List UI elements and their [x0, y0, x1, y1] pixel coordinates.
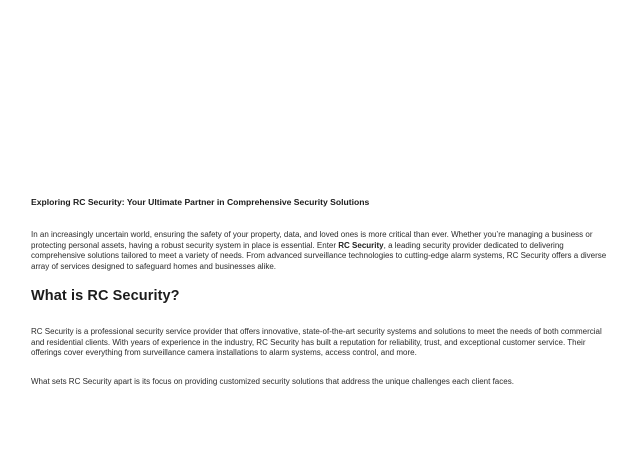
paragraph-about: RC Security is a professional security service provider that offers innovative, state-of-the-art security systems and solutions to meet the needs of both commercial and residential clients. With years of experience in the industry, RC Security has built a reputation for reliability, trust, and exceptional customer service. Their offerings cover everything from surveillance camera installations to alarm systems, access control, and more. — [31, 326, 602, 358]
paragraph-intro-text-before: In an increasingly uncertain world, ensuring the safety of your property, data, and loved ones is more critical than ever. Whether you’re managing a business or protecting personal assets, having a robust security system in place is essential. Enter — [31, 230, 593, 250]
paragraph-differentiator: What sets RC Security apart is its focus on providing customized security solutions that address the unique challenges each client faces. — [31, 376, 514, 386]
paragraph-intro-text-after: , a leading security provider dedicated to delivering comprehensive solutions tailored to meet a variety of needs. From advanced surveillance technologies to cutting-edge alarm systems, RC Security offers a diverse array of services designed to safeguard homes and businesses alike. — [31, 240, 607, 272]
intro-heading: Exploring RC Security: Your Ultimate Partner in Comprehensive Security Solutions — [31, 197, 370, 207]
paragraph-intro-bold-brand: RC Security — [338, 240, 384, 250]
paragraph-intro — [31, 230, 610, 273]
section-heading-what-is-rc-security: What is RC Security? — [31, 287, 180, 304]
